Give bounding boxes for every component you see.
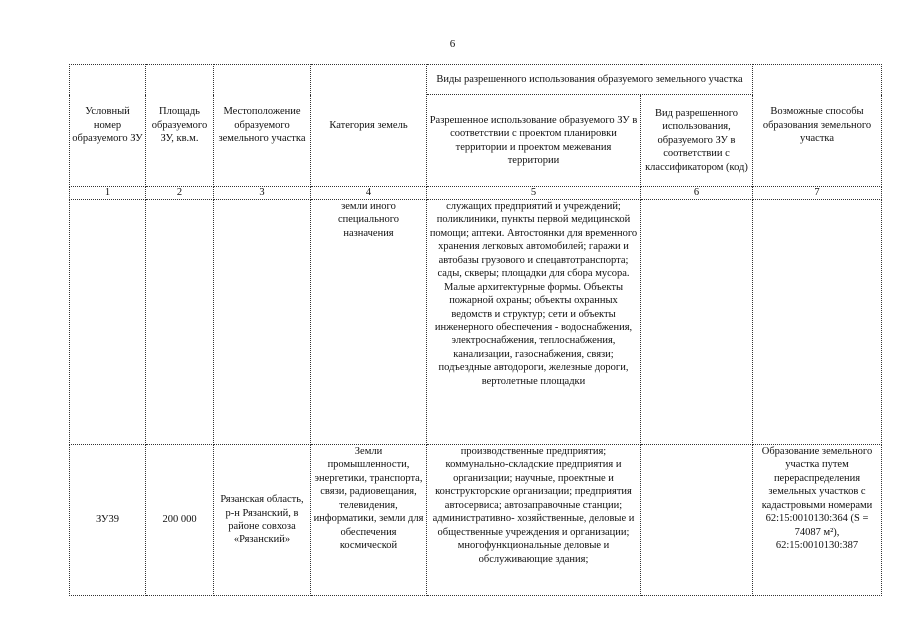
column-number: 3 (214, 187, 311, 200)
header-formation-methods: Возможные способы образования земельного участка (753, 65, 882, 187)
location-cell (214, 200, 311, 445)
area-cell (146, 200, 214, 445)
column-number-row (70, 187, 882, 200)
land-plot-table (69, 64, 882, 596)
use-code-cell (641, 445, 753, 596)
use-code-cell (641, 200, 753, 445)
land-category-cell: земли иного специального назначения (311, 200, 427, 445)
column-number: 6 (641, 187, 753, 200)
column-number: 7 (753, 187, 882, 200)
formation-method-cell: Образование земельного участка путем перераспределения земельных участков с кадастровыми номерами 62:15:0010130:364 (S = 74087 м²), 62:15:0010130:387 (753, 445, 882, 596)
header-permitted-use-project: Разрешенное использование образуемого ЗУ в соответствии с проектом планировки территории и проектом межевания территории (427, 95, 641, 187)
location-cell: Рязанская область, р-н Рязанский, в районе совхоза «Рязанский» (214, 445, 311, 596)
formation-method-cell (753, 200, 882, 445)
header-land-category: Категория земель (311, 65, 427, 187)
header-plot-number: Условный номер образуемого ЗУ (70, 65, 146, 187)
plot-number-cell: ЗУ39 (70, 445, 146, 596)
column-number: 5 (427, 187, 641, 200)
header-area: Площадь образуемого ЗУ, кв.м. (146, 65, 214, 187)
header-permitted-use-group: Виды разрешенного использования образуемого земельного участка (427, 65, 753, 95)
column-number: 2 (146, 187, 214, 200)
header-location: Местоположение образуемого земельного участка (214, 65, 311, 187)
plot-number-cell (70, 200, 146, 445)
permitted-use-cell: производственные предприятия; коммунально-складские предприятия и организации; научные, проектные и конструкторские организации; предприятия автосервиса; автозаправочные станции; административно- хозяйственные, деловые и общественные учреждения и организации; многофункциональные деловые и обслуживающие здания; (427, 445, 641, 596)
page-number: 6 (449, 38, 456, 50)
table-row (70, 445, 882, 596)
area-cell: 200 000 (146, 445, 214, 596)
column-number: 1 (70, 187, 146, 200)
permitted-use-cell: служащих предприятий и учреждений; поликлиники, пункты первой медицинской помощи; аптеки. Автостоянки для временного хранения легковых автомобилей; гаражи и автобазы грузового и спецавтотранспорта; сады, скверы; площадки для сбора мусора. Малые архитектурные формы. Объекты пожарной охраны; объекты охранных ведомств и структур; сети и объекты инженерного обеспечения - водоснабжения, электроснабжения, теплоснабжения, канализации, газоснабжения, связи; подъездные автодороги, железные дороги, вертолетные площадки (427, 200, 641, 445)
table-row (70, 200, 882, 445)
header-use-code: Вид разрешенного использования, образуемого ЗУ в соответствии с классификатором (код) (641, 95, 753, 187)
column-number: 4 (311, 187, 427, 200)
land-category-cell: Земли промышленности, энергетики, транспорта, связи, радиовещания, телевидения, информатики, земли для обеспечения космической (311, 445, 427, 596)
